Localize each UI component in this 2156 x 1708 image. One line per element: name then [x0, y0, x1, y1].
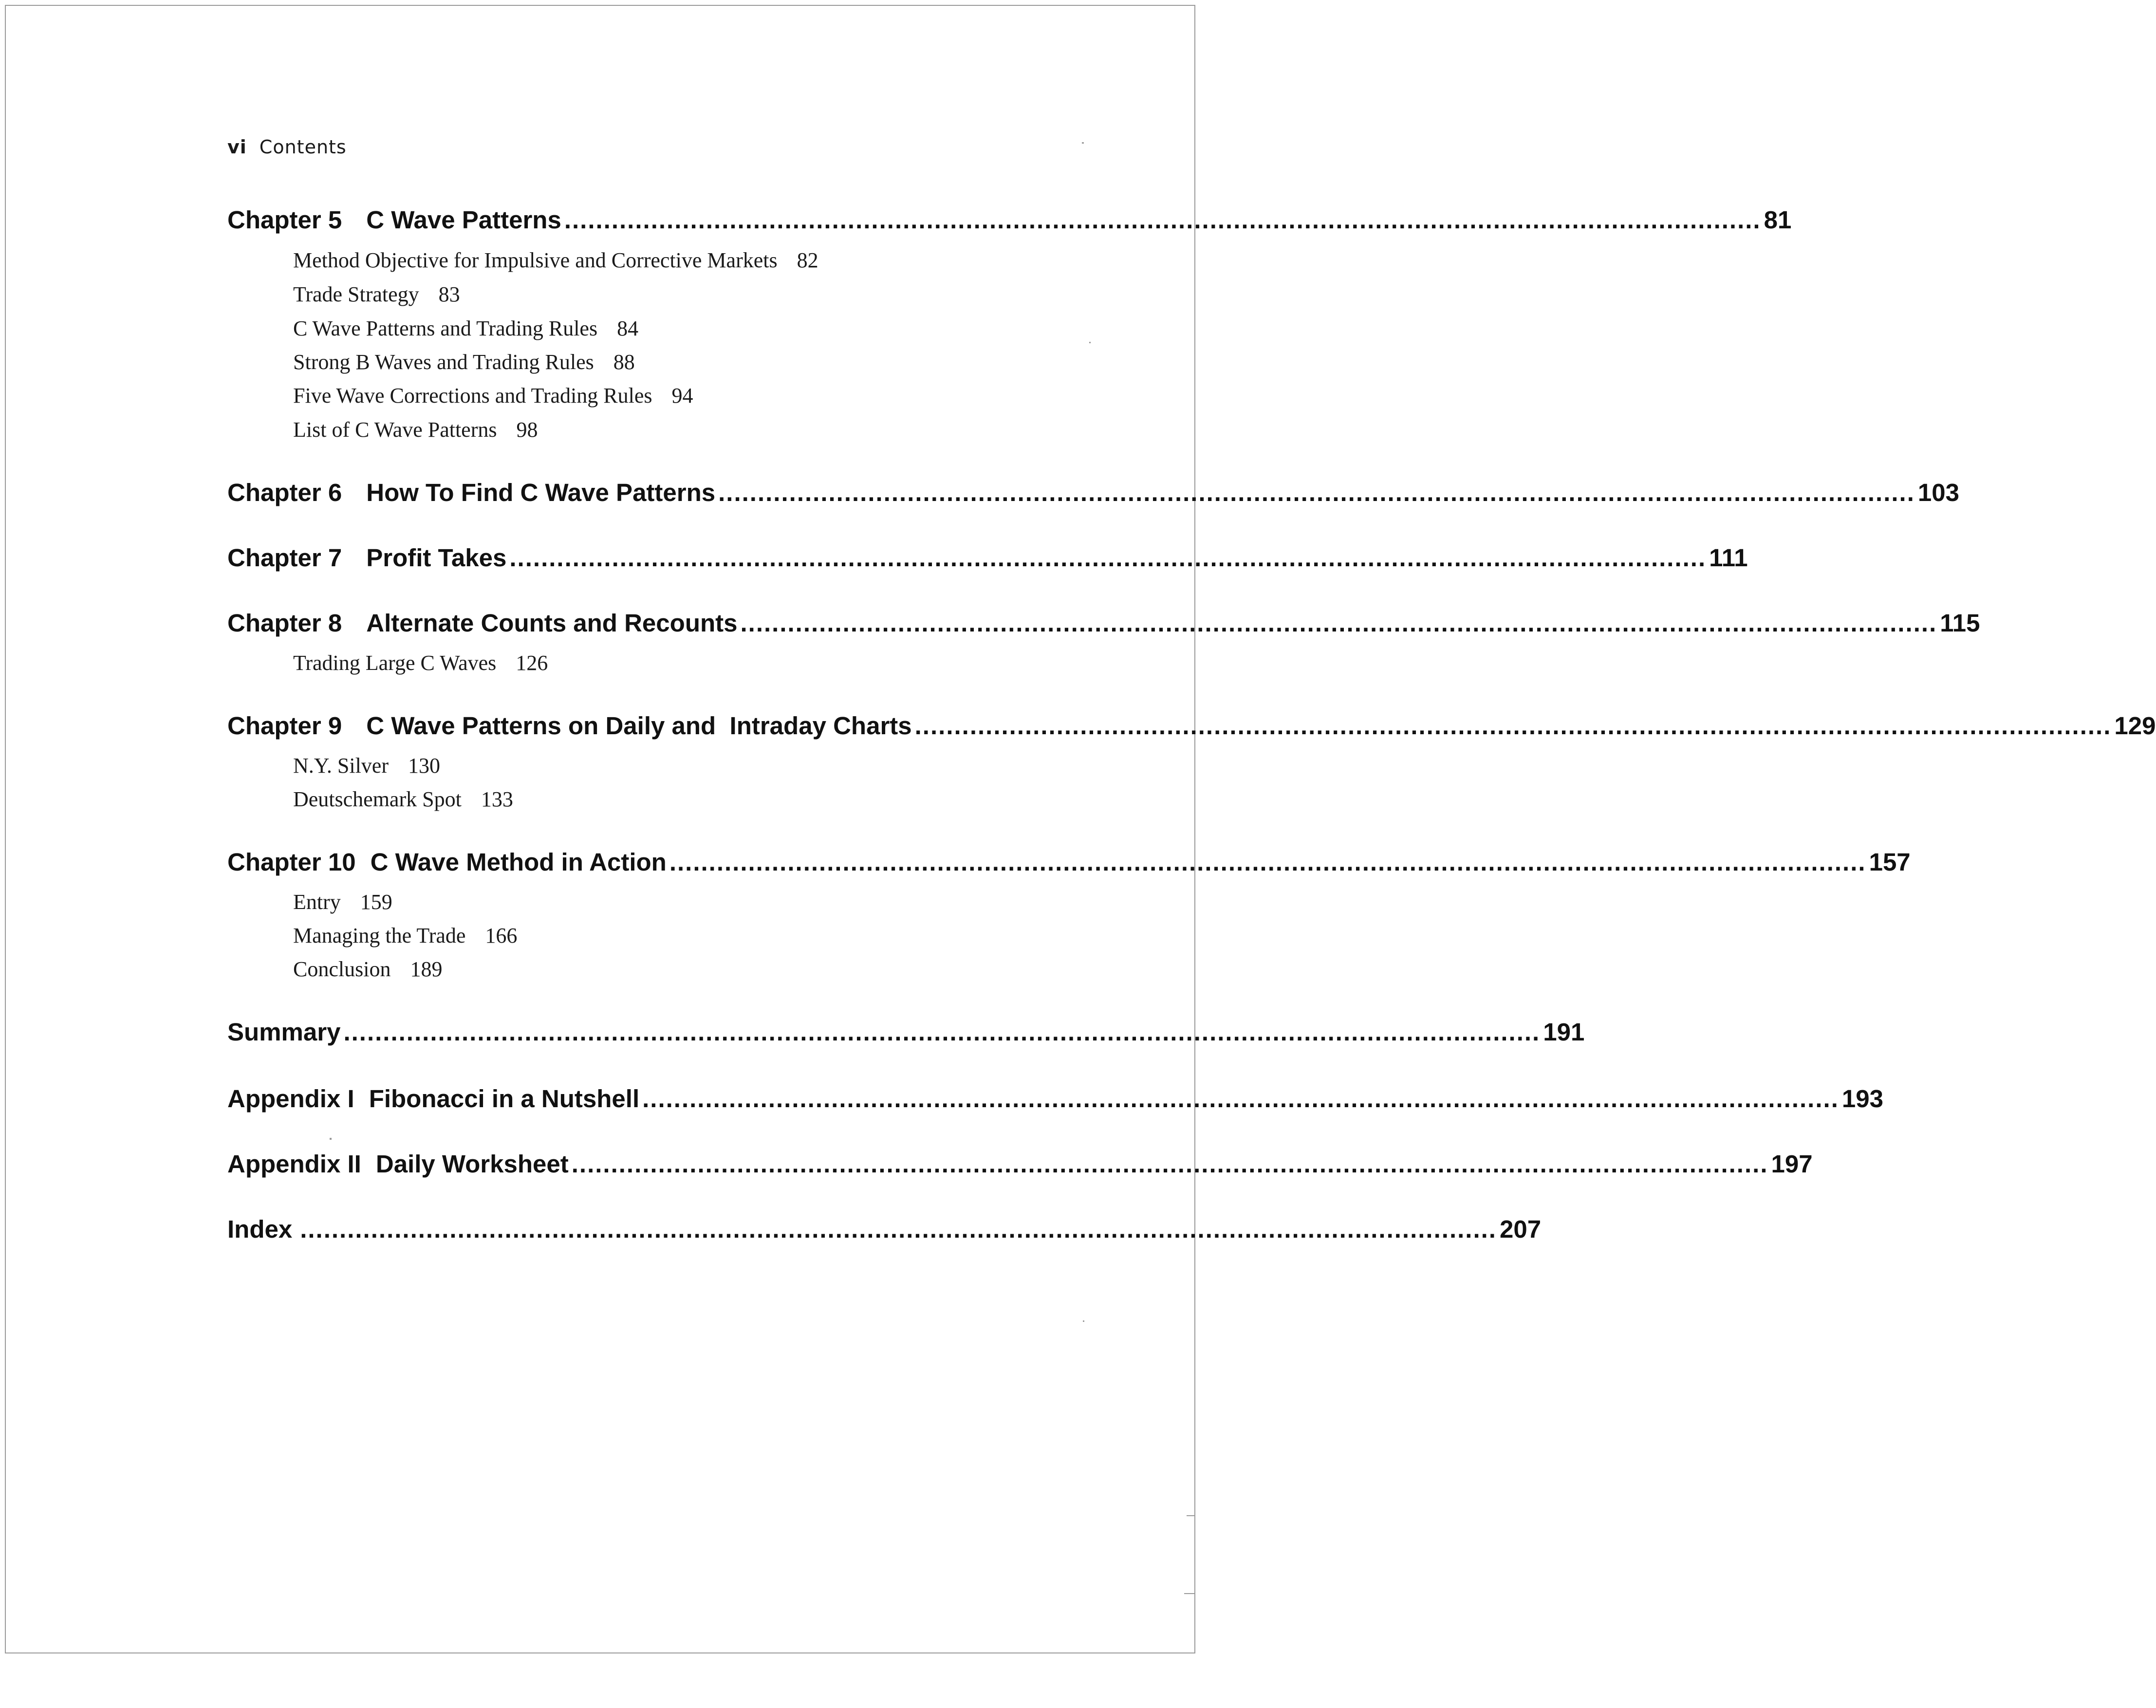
entry-label: Appendix I	[227, 1085, 354, 1113]
section-page: 166	[485, 924, 518, 947]
dot-leader: ........................................................................................................................................................	[718, 479, 1915, 506]
section-page: 83	[438, 282, 460, 306]
page-number: 157	[1869, 848, 1911, 876]
chapter-title: Alternate Counts and Recounts	[366, 609, 738, 637]
section-page: 88	[613, 350, 635, 374]
page-number: 81	[1764, 206, 1792, 234]
scan-speck	[1083, 1320, 1084, 1322]
toc-subentry[interactable]	[293, 383, 693, 408]
dot-leader: ........................................................................................................................................................	[669, 848, 1866, 876]
section-page: 84	[617, 316, 639, 340]
chapter-label: Chapter 5	[227, 206, 342, 234]
section-title: C Wave Patterns and Trading Rules	[293, 316, 598, 340]
dot-leader: ........................................................................................................................................................	[300, 1215, 1497, 1243]
page-number: 111	[1709, 544, 1748, 572]
section-page: 126	[516, 651, 548, 675]
toc-subentry[interactable]	[293, 316, 638, 341]
chapter-label: Chapter 7	[227, 544, 342, 572]
toc-subentry[interactable]	[293, 890, 392, 914]
section-title: Strong B Waves and Trading Rules	[293, 350, 594, 374]
toc-entry-chapter-9[interactable]	[227, 711, 2156, 740]
dot-leader: ........................................................................................................................................................	[914, 712, 2112, 740]
running-head-title: Contents	[259, 136, 347, 158]
toc-subentry[interactable]	[293, 350, 635, 374]
scan-speck	[1184, 1593, 1195, 1594]
chapter-title: C Wave Patterns	[366, 206, 561, 234]
section-title: Managing the Trade	[293, 924, 466, 947]
page-number: 197	[1771, 1150, 1813, 1178]
toc-subentry[interactable]	[293, 753, 440, 778]
section-title: Trade Strategy	[293, 282, 419, 306]
toc-subentry[interactable]	[293, 417, 538, 442]
section-page: 159	[360, 890, 392, 914]
entry-label: Index	[227, 1215, 293, 1243]
toc-entry-chapter-5[interactable]	[227, 205, 1792, 234]
section-title: Trading Large C Waves	[293, 651, 497, 675]
section-title: List of C Wave Patterns	[293, 418, 497, 442]
folio: vi	[227, 136, 247, 158]
page-sheet	[5, 5, 2156, 1653]
entry-title: Daily Worksheet	[375, 1150, 569, 1178]
toc-entry-index[interactable]	[227, 1215, 1542, 1244]
chapter-label: Chapter 8	[227, 609, 342, 637]
section-title: N.Y. Silver	[293, 754, 389, 778]
section-page: 98	[516, 418, 538, 442]
section-title: Method Objective for Impulsive and Corrective Markets	[293, 248, 778, 272]
toc-entry-chapter-6[interactable]	[227, 478, 1959, 507]
toc-subentry[interactable]	[293, 787, 513, 812]
chapter-title: C Wave Method in Action	[370, 848, 667, 876]
toc-entry-chapter-8[interactable]	[227, 609, 1980, 637]
section-page: 94	[671, 384, 693, 408]
chapter-label: Chapter 9	[227, 712, 342, 740]
chapter-title: Profit Takes	[366, 544, 507, 572]
page-number: 115	[1940, 609, 1980, 637]
entry-label: Summary	[227, 1018, 341, 1046]
chapter-title: How To Find C Wave Patterns	[366, 479, 716, 506]
toc-subentry[interactable]	[293, 248, 818, 273]
toc-subentry[interactable]	[293, 282, 460, 307]
page-number: 103	[1917, 479, 1959, 506]
dot-leader: ........................................................................................................................................................	[564, 206, 1761, 234]
dot-leader: ........................................................................................................................................................	[740, 609, 1937, 637]
section-title: Deutschemark Spot	[293, 787, 462, 811]
section-page: 133	[481, 787, 513, 811]
entry-title: Fibonacci in a Nutshell	[369, 1085, 640, 1113]
section-page: 189	[410, 957, 443, 981]
dot-leader: ........................................................................................................................................................	[509, 544, 1707, 572]
scan-speck	[1089, 342, 1091, 343]
scan-speck	[330, 1138, 332, 1140]
chapter-label: Chapter 10	[227, 848, 356, 876]
section-page: 130	[408, 754, 440, 778]
toc-entry-chapter-10[interactable]	[227, 848, 1911, 876]
scan-speck	[1082, 142, 1084, 144]
toc-entry-appendix-1[interactable]	[227, 1084, 1883, 1113]
running-head	[227, 136, 347, 158]
scan-speck	[1187, 1515, 1195, 1516]
toc-subentry[interactable]	[293, 923, 517, 948]
page-number: 191	[1543, 1018, 1585, 1046]
page-number: 129	[2114, 712, 2156, 740]
chapter-title: C Wave Patterns on Daily and Intraday Charts	[366, 712, 912, 740]
toc-subentry[interactable]	[293, 650, 548, 675]
entry-label: Appendix II	[227, 1150, 361, 1178]
chapter-label: Chapter 6	[227, 479, 342, 506]
dot-leader: ........................................................................................................................................................	[343, 1018, 1541, 1046]
section-title: Entry	[293, 890, 341, 914]
dot-leader: ........................................................................................................................................................	[571, 1150, 1768, 1178]
toc-subentry[interactable]	[293, 957, 442, 982]
dot-leader: ........................................................................................................................................................	[642, 1085, 1839, 1113]
toc-entry-chapter-7[interactable]	[227, 543, 1748, 572]
toc-entry-summary[interactable]	[227, 1018, 1585, 1046]
section-title: Conclusion	[293, 957, 391, 981]
page-number: 207	[1499, 1215, 1542, 1243]
section-title: Five Wave Corrections and Trading Rules	[293, 384, 652, 408]
section-page: 82	[797, 248, 818, 272]
page-number: 193	[1841, 1085, 1883, 1113]
toc-entry-appendix-2[interactable]	[227, 1150, 1813, 1178]
